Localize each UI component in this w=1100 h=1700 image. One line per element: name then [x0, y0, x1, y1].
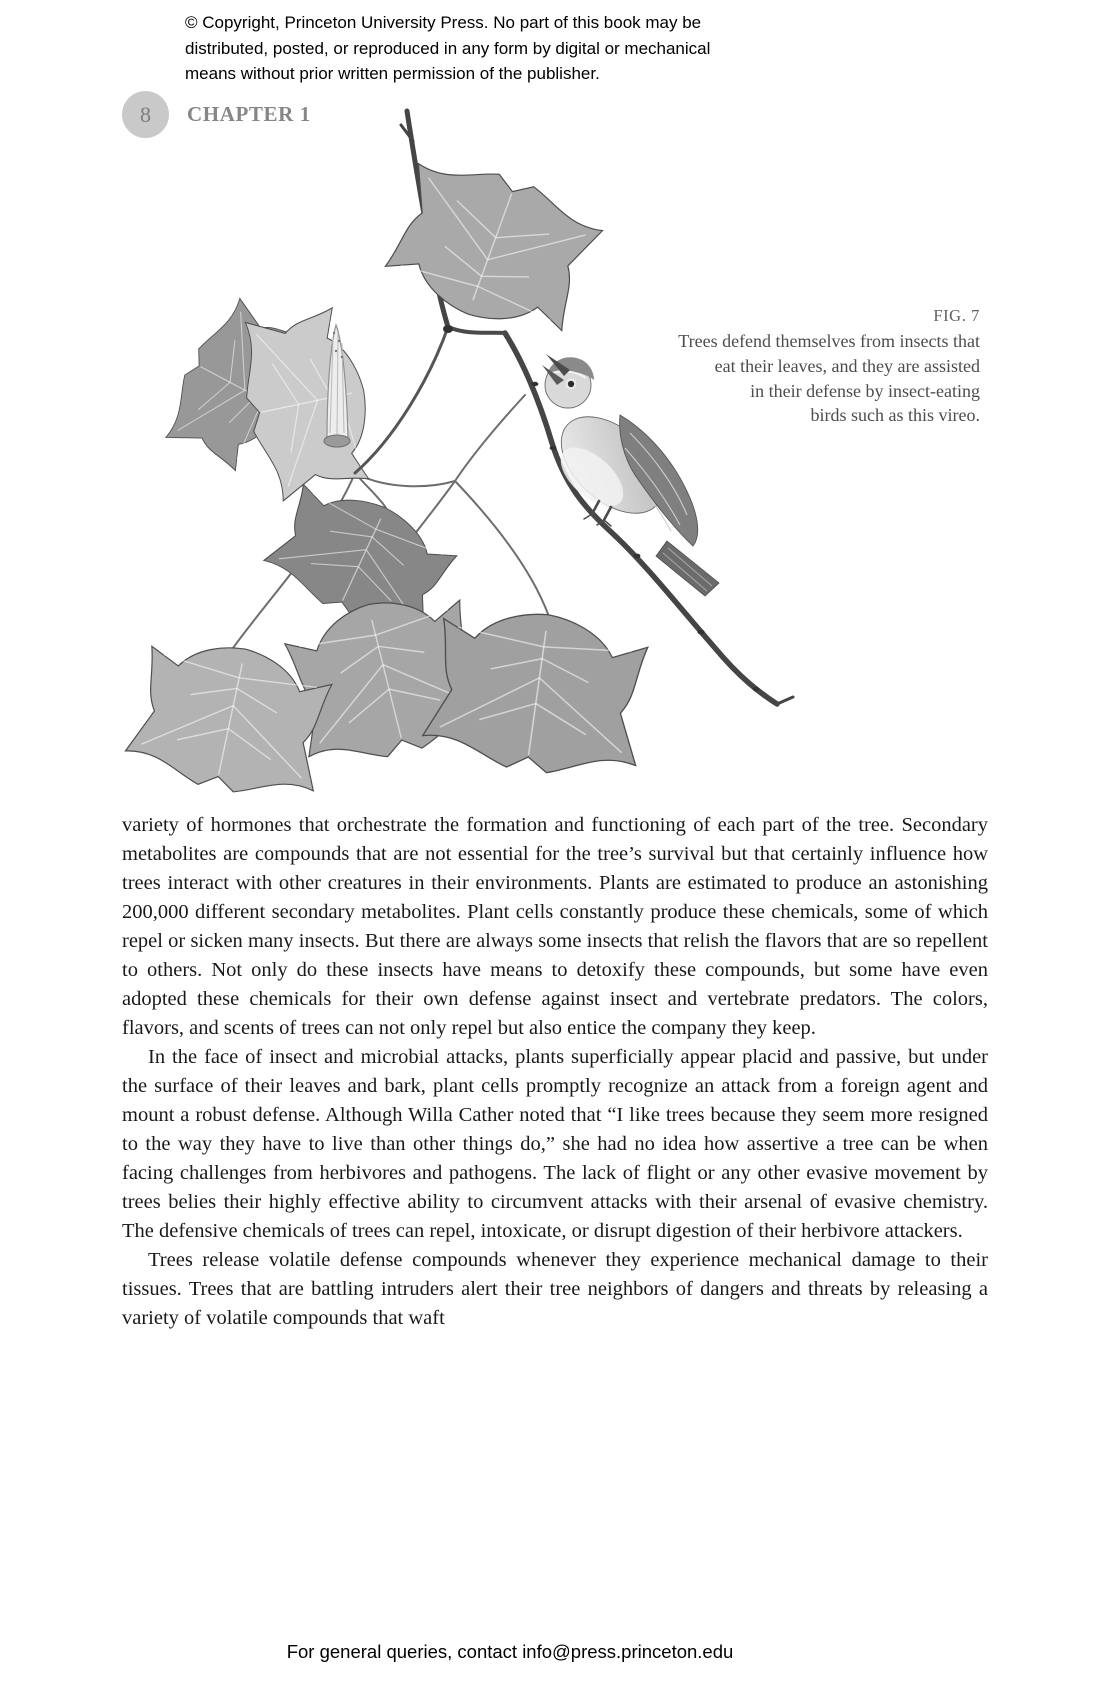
copyright-line: distributed, posted, or reproduced in any form by digital or mechanical: [185, 38, 711, 58]
bird-eye: [568, 381, 574, 387]
copyright-line: © Copyright, Princeton University Press. No part of this book may be: [185, 13, 702, 32]
caption-line: birds such as this vireo.: [810, 405, 980, 426]
copyright-notice: [185, 10, 865, 87]
body-text: [122, 811, 988, 1333]
leaf: [231, 301, 382, 504]
leaf: [376, 147, 609, 348]
caption-line: Trees defend themselves from insects that: [678, 331, 980, 351]
body-paragraph: Trees release volatile defense compounds whenever they experience mechanical damage to their tissues. Trees that are battling intruders alert their tree neighbors of dangers and threats by releasing a variety of volatile compounds that waft: [122, 1249, 988, 1329]
page-number: 8: [140, 101, 151, 127]
caption-line: eat their leaves, and they are assisted: [714, 355, 980, 376]
figure-caption: [630, 306, 980, 428]
body-paragraph: In the face of insect and microbial attacks, plants superficially appear placid and passive, but under the surface of their leaves and bark, plant cells promptly recognize an attack from a foreign agent and mount a robust defense. Although Willa Cather noted that “I like trees because they seem more resigned to the way they have to live than other things do,” she had no idea how assertive a tree can be when facing challenges from herbivores and pathogens. The lack of flight or any other evasive movement by trees belies their highly effective ability to circumvent attacks with their arsenal of evasive chemistry. The defensive chemicals of trees can repel, intoxicate, or disrupt digestion of their herbivore attackers.: [122, 1046, 988, 1242]
body-paragraph: variety of hormones that orchestrate the formation and functioning of each part of the tree. Secondary metabolites are compounds that are not essential for the tree’s survival but that certainly influence how trees interact with other creatures in their environments. Plants are estimated to produce an astonishing 200,000 different secondary metabolites. Plant cells constantly produce these chemicals, some of which repel or sicken many insects. But there are always some insects that relish the flavors that are so repellent to others. Not only do these insects have means to detoxify these compounds, but some have even adopted these chemicals for their own defense against insect and vertebrate predators. The colors, flavors, and scents of trees can not only repel but also entice the company they keep.: [122, 814, 988, 1039]
caption-line: in their defense by insect-eating: [750, 380, 980, 401]
chapter-heading: CHAPTER 1: [187, 102, 311, 126]
vireo-branch-illustration: [115, 103, 815, 815]
leaf: [420, 600, 655, 785]
footer-contact: For general queries, contact info@press.princeton.edu: [286, 1641, 734, 1662]
figure-label: FIG. 7: [933, 306, 980, 325]
copyright-line: means without prior written permission of the publisher.: [185, 64, 600, 83]
